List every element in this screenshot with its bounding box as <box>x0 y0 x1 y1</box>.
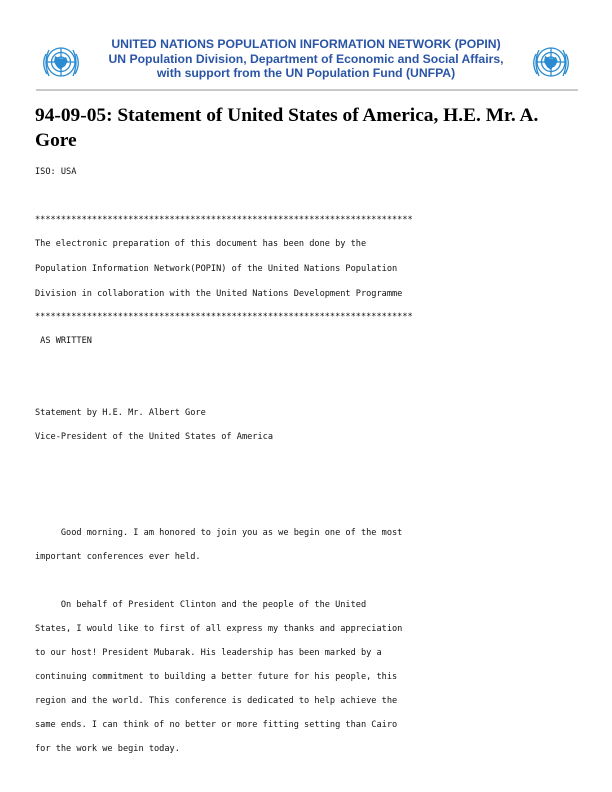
paragraph-line: to our host! President Mubarak. His leadership has been marked by a <box>35 648 382 658</box>
as-written-note: AS WRITTEN <box>35 336 92 346</box>
byline-line: Statement by H.E. Mr. Albert Gore <box>35 408 206 418</box>
header-divider <box>36 89 578 91</box>
stars-separator-bottom: ************************************************************************* <box>35 312 413 322</box>
paragraph-line: On behalf of President Clinton and the people of the United <box>35 600 367 610</box>
paragraph-line: region and the world. This conference is dedicated to help achieve the <box>35 696 398 706</box>
byline-line: Vice-President of the United States of America <box>35 432 273 442</box>
paragraph-line: Good morning. I am honored to join you as we begin one of the most <box>35 528 403 538</box>
paragraph-line: same ends. I can think of no better or more fitting setting than Cairo <box>35 720 398 730</box>
iso-code: ISO: USA <box>35 167 77 177</box>
document-title: 94-09-05: Statement of United States of America, H.E. Mr. A. Gore <box>35 105 539 151</box>
paragraph-line: for the work we begin today. <box>35 744 180 754</box>
paragraph-line: continuing commitment to building a better future for his people, this <box>35 672 398 682</box>
header-text <box>88 37 524 81</box>
paragraph-line: important conferences ever held. <box>35 552 201 562</box>
un-emblem-icon <box>37 38 85 86</box>
stars-separator-top: ************************************************************************* <box>35 215 413 225</box>
notice-line: Division in collaboration with the United Nations Development Programme <box>35 289 403 299</box>
header-line-3: with support from the UN Population Fund (UNFPA) <box>156 66 456 80</box>
page-header <box>0 0 612 92</box>
notice-line: Population Information Network(POPIN) of the United Nations Population <box>35 264 398 274</box>
notice-line: The electronic preparation of this document has been done by the <box>35 239 367 249</box>
un-emblem-icon <box>527 38 575 86</box>
paragraph-line: States, I would like to first of all express my thanks and appreciation <box>35 624 403 634</box>
header-line-1: UNITED NATIONS POPULATION INFORMATION NETWORK (POPIN) <box>111 37 501 51</box>
header-line-2: UN Population Division, Department of Economic and Social Affairs, <box>108 51 504 66</box>
